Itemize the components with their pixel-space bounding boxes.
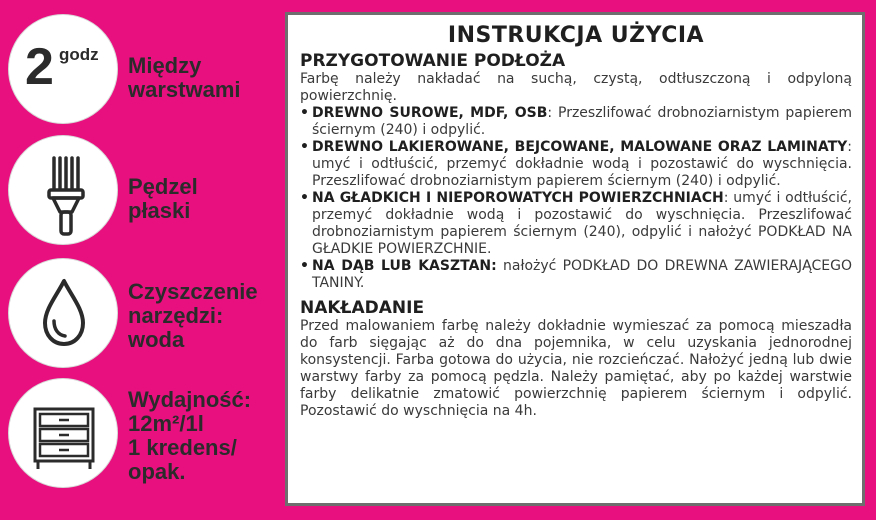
bullet-text: nałożyć PODKŁAD DO DREWNA ZAWIERAJĄCEGO TANINY. — [312, 258, 853, 291]
prep-intro: Farbę należy nakładać na suchą, czystą, odtłuszczoną i odpyloną powierzchnię. — [300, 71, 852, 104]
feature-label — [128, 280, 278, 352]
apply-heading: NAKŁADANIE — [300, 298, 425, 318]
feature-label — [128, 388, 278, 484]
feature-line: woda — [128, 327, 185, 352]
feature-cleaning — [8, 258, 278, 370]
bullet-separator: : — [547, 105, 558, 121]
feature-coverage — [8, 378, 278, 490]
feature-drying-time — [8, 14, 278, 126]
prep-bullet — [300, 258, 852, 292]
feature-line: Wydajność: — [128, 387, 252, 412]
bullet-label: DREWNO SUROWE, MDF, OSB — [312, 105, 548, 121]
feature-line: Pędzel — [128, 174, 198, 199]
prep-heading: PRZYGOTOWANIE PODŁOŻA — [300, 51, 566, 71]
feature-line: 1 kredens/ — [128, 435, 237, 460]
bullet-text: umyć i odtłuścić, przemyć dokładnie wodą i pozostawić do wyschnięcia. Przeszlifować drobnoziarnistym papierem ściernym (240), odpylić i nałożyć PODKŁAD NA GŁADKIE POWIERZCHNIE. — [312, 190, 853, 257]
prep-bullet — [300, 139, 852, 190]
flat-brush-icon — [8, 135, 118, 245]
feature-line: Między — [128, 53, 202, 78]
bullet-separator: : — [847, 139, 852, 155]
bullet-text: Przeszlifować drobnoziarnistym papierem ściernym (240) i odpylić. — [312, 105, 852, 138]
feature-line: Czyszczenie — [128, 279, 258, 304]
instructions-panel — [285, 12, 865, 506]
apply-text: Przed malowaniem farbę należy dokładnie wymieszać za pomocą mieszadła do farb sięgając aż do dna pojemnika, w celu uzyskania jednorodnej konsystencji. Farba gotowa do użycia, nie rozcieńczać. Nałożyć jedną lub dwie warstwy farby za pomocą pędzla. Należy pamiętać, aby po każdej warstwie farby delikatnie zmatowić powierzchnię papierem ściernym i odpylić. Pozostawić do wyschnięcia na 4h. — [300, 318, 852, 419]
feature-line: narzędzi: — [128, 303, 224, 328]
bullet-separator: : — [723, 190, 734, 206]
feature-line: opak. — [128, 459, 186, 484]
dresser-icon — [8, 378, 118, 488]
feature-label — [128, 54, 278, 102]
feature-line: 12m²/1l — [128, 411, 204, 436]
bullet-label: NA GŁADKICH I NIEPOROWATYCH POWIERZCHNIACH — [312, 190, 724, 206]
two-hours-icon — [8, 14, 118, 124]
badge-number: 2 — [25, 38, 54, 96]
feature-brush — [8, 135, 278, 247]
water-drop-icon — [8, 258, 118, 368]
features-column — [0, 0, 282, 520]
bullet-label: NA DĄB LUB KASZTAN: — [312, 258, 497, 274]
prep-bullet — [300, 190, 852, 258]
bullet-label: DREWNO LAKIEROWANE, BEJCOWANE, MALOWANE ORAZ LAMINATY — [312, 139, 848, 155]
prep-bullet — [300, 105, 852, 139]
feature-line: płaski — [128, 198, 191, 223]
badge-unit: godz — [59, 45, 99, 64]
feature-line: warstwami — [128, 77, 241, 102]
bullet-text: umyć i odtłuścić, przemyć dokładnie wodą i pozostawić do wyschnięcia. Przeszlifować drobnoziarnistym papierem ściernym (240) i odpylić. — [312, 156, 852, 189]
panel-title: INSTRUKCJA UŻYCIA — [447, 23, 705, 48]
feature-label — [128, 175, 278, 223]
